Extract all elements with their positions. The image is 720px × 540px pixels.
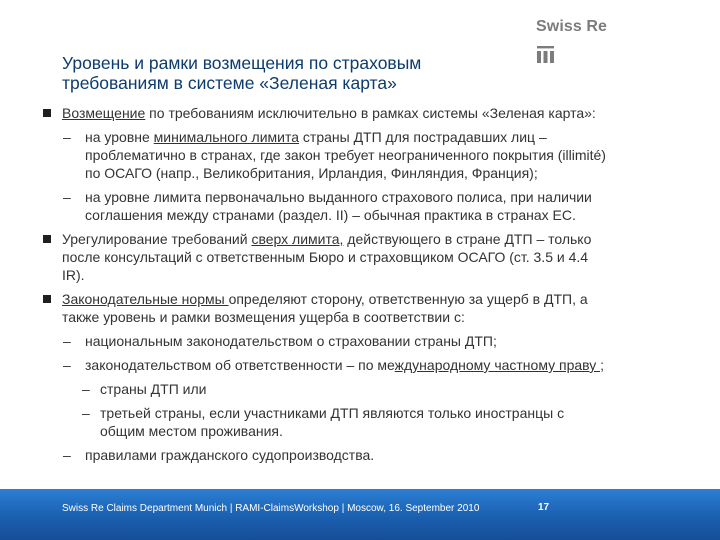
- sub-bullet-text: законодательством об ответственности – по ме: [85, 357, 395, 373]
- sub-bullet-text: по ОСАГО (напр., Великобритания, Ирландия, Финляндия, Франция);: [85, 165, 538, 181]
- term-above-limit: сверх лимита,: [251, 231, 344, 247]
- dash-marker: –: [63, 357, 71, 373]
- dash-marker: –: [63, 333, 71, 349]
- slide-title: [62, 53, 502, 93]
- sub-sub-bullet-text: третьей страны, если участниками ДТП являются только иностранцы с: [100, 405, 565, 421]
- bullet-compensation: [42, 104, 692, 122]
- logo-text: Swiss Re: [536, 18, 608, 35]
- sub-sub-bullet-text: страны ДТП или: [100, 381, 207, 397]
- bullet-text: определяют сторону, ответственную за ущерб в ДТП, а: [228, 291, 588, 307]
- sub-bullet-national-law: [42, 332, 692, 350]
- sub-bullet-text: правилами гражданского судопроизводства.: [85, 447, 375, 463]
- bullet-text: действующего в стране ДТП – только: [343, 231, 592, 247]
- sub-sub-bullet-third-country: [42, 404, 692, 440]
- slide-title-line: требованиям в системе «Зеленая карта»: [62, 73, 397, 93]
- bullet-text: по требованиям исключительно в рамках системы «Зеленая карта»:: [145, 105, 596, 121]
- square-bullet-icon: [43, 295, 51, 303]
- bullet-text: Урегулирование требований: [62, 231, 252, 247]
- page-number: 17: [538, 502, 550, 513]
- sub-bullet-text: на уровне лимита первоначально выданного страхового полиса, при наличии: [85, 189, 592, 205]
- sub-bullet-civil-procedure: [42, 446, 692, 464]
- term-legislation: Законодательные нормы: [62, 291, 229, 307]
- bullet-text: после консультаций с ответственным Бюро и страховщиком ОСАГО (ст. 3.5 и 4.4: [62, 249, 589, 265]
- square-bullet-icon: [43, 235, 51, 243]
- footer-bar: [0, 489, 720, 540]
- sub-bullet-text: проблематично в странах, где закон требует неограниченного покрытия (illimité): [85, 147, 606, 163]
- slide-title-line: Уровень и рамки возмещения по страховым: [62, 53, 422, 73]
- sub-sub-bullet-text: общим местом проживания.: [100, 423, 283, 439]
- dash-marker: –: [63, 189, 71, 205]
- square-bullet-icon: [43, 109, 51, 117]
- sub-sub-bullet-accident-country: [42, 380, 692, 398]
- sub-bullet-liability-law: [42, 356, 692, 374]
- term-compensation: Возмещение: [62, 105, 146, 121]
- sub-bullet-policy-limit: [42, 188, 692, 224]
- dash-marker: –: [63, 447, 71, 463]
- bullet-text: также уровень и рамки возмещения ущерба в соответствии с:: [62, 309, 465, 325]
- sub-bullet-text: национальным законодательством о страховании страны ДТП;: [85, 333, 497, 349]
- swiss-re-mark-icon: [537, 46, 554, 63]
- dash-marker: –: [63, 129, 71, 145]
- sub-bullet-text: страны ДТП для пострадавших лиц –: [299, 129, 547, 145]
- footer-text: Swiss Re Claims Department Munich | RAMI-ClaimsWorkshop | Moscow, 16. September 2010: [62, 503, 480, 514]
- slide-body: [42, 104, 692, 470]
- bullet-text: IR).: [62, 267, 85, 283]
- term-private-international-law: ждународному частному праву ;: [394, 357, 605, 373]
- dash-marker: –: [82, 381, 90, 397]
- sub-bullet-minimum-limit: [42, 128, 692, 182]
- dash-marker: –: [82, 405, 90, 421]
- sub-bullet-text: на уровне: [85, 129, 154, 145]
- sub-bullet-text: соглашения между странами (раздел. II) – обычная практика в странах ЕС.: [85, 207, 576, 223]
- term-minimum-limit: минимального лимита: [153, 129, 300, 145]
- bullet-settlement: [42, 230, 692, 284]
- bullet-legislation: [42, 290, 692, 326]
